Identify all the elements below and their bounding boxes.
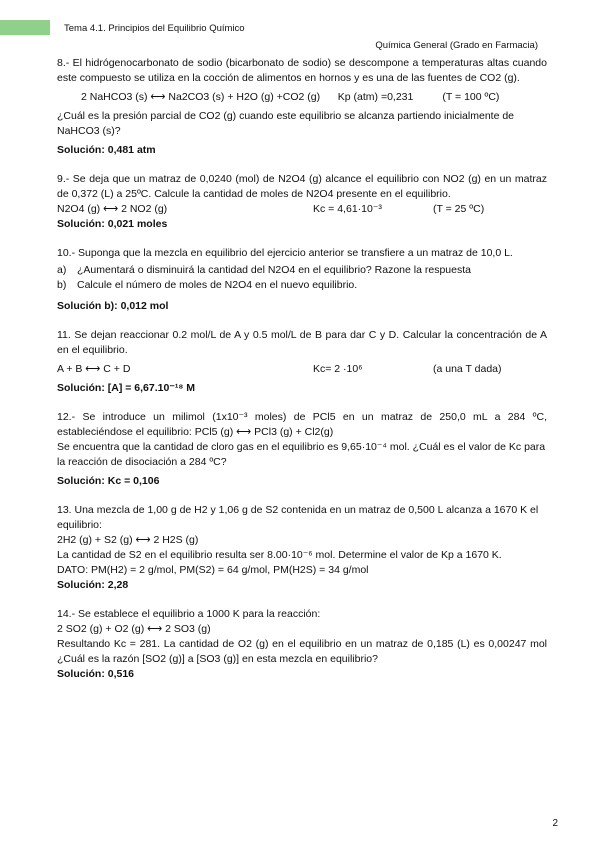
equation: N2O4 (g) ⟷ 2 NO2 (g) — [57, 203, 168, 215]
temperature: (T = 100 ºC) — [442, 91, 500, 103]
header-course: Química General (Grado en Farmacia) — [375, 40, 538, 51]
equation: 2 NaHCO3 (s) ⟷ Na2CO3 (s) + H2O (g) +CO2 (g) — [81, 91, 321, 103]
exercise-10 — [57, 246, 547, 314]
exercise-text: 11. Se dejan reaccionar 0.2 mol/L de A y 0.5 mol/L de B para dar C y D. Calcular la concentración de A en el equilibrio. — [57, 329, 547, 356]
exercise-question: Se encuentra que la cantidad de cloro gas en el equilibrio es 9,65·10⁻⁴ mol. ¿Cuál es el valor de Kc para la reacción de disociación a 284 ºC? — [57, 441, 546, 468]
equation: A + B ⟷ C + D — [57, 363, 131, 375]
exercise-text: 13. Una mezcla de 1,00 g de H2 y 1,06 g de S2 contenida en un matraz de 0,500 L alcanza a 1670 K el equilibrio: — [57, 504, 539, 531]
equation-row — [57, 90, 547, 105]
exercise-12 — [57, 410, 547, 489]
temperature: (T = 25 ºC) — [433, 203, 485, 215]
exercise-13 — [57, 503, 547, 593]
exercise-text: 10.- Suponga que la mezcla en equilibrio del ejercicio anterior se transfiere a un matraz de 10,0 L. — [57, 247, 513, 259]
exercise-9 — [57, 172, 547, 232]
exercise-8 — [57, 56, 547, 158]
page-number: 2 — [552, 818, 558, 829]
exercise-question: La cantidad de S2 en el equilibrio resulta ser 8.00·10⁻⁶ mol. Determine el valor de Kp a 1670 K. — [57, 549, 502, 561]
item-marker: b) — [57, 279, 67, 291]
solution: Solución: [A] = 6,67.10⁻¹⁸ M — [57, 382, 195, 394]
solution: Solución: 0,021 moles — [57, 218, 168, 230]
sub-item-a — [57, 263, 547, 278]
solution: Solución: 0,516 — [57, 668, 135, 680]
item-text: Calcule el número de moles de N2O4 en el nuevo equilibrio. — [77, 279, 358, 291]
solution: Solución: Kc = 0,106 — [57, 475, 160, 487]
sub-item-b — [57, 278, 547, 293]
exercise-text: 12.- Se introduce un milimol (1x10⁻³ moles) de PCl5 en un matraz de 250,0 mL a 284 ºC, estableciéndose el equilibrio: PCl5 (g) ⟷ PCl3 (g) + Cl2(g) — [57, 411, 547, 438]
constant: Kp (atm) =0,231 — [337, 91, 414, 103]
exercise-text: 14.- Se establece el equilibrio a 1000 K para la reacción: — [57, 608, 321, 620]
exercise-14 — [57, 607, 547, 682]
document-body — [57, 56, 547, 696]
exercise-question: ¿Cuál es la presión parcial de CO2 (g) cuando este equilibrio se alcanza partiendo inicialmente de NaHCO3 (s)? — [57, 110, 515, 137]
equation-row — [57, 362, 547, 377]
temperature: (a una T dada) — [433, 363, 502, 375]
constant: Kc = 4,61·10⁻³ — [313, 203, 382, 215]
exercise-text: 9.- Se deja que un matraz de 0,0240 (mol) de N2O4 (g) alcance el equilibrio con NO2 (g) en un matraz de 0,372 (L) a 25ºC. Calcule la cantidad de moles de N2O4 presente en el equilibrio. — [57, 173, 547, 200]
item-marker: a) — [57, 264, 67, 276]
equation: 2H2 (g) + S2 (g) ⟷ 2 H2S (g) — [57, 534, 199, 546]
header-title: Tema 4.1. Principios del Equilibrio Químico — [64, 23, 245, 34]
equation-row — [57, 202, 547, 217]
item-text: ¿Aumentará o disminuirá la cantidad del N2O4 en el equilibrio? Razone la respuesta — [77, 264, 471, 276]
solution: Solución: 0,481 atm — [57, 144, 156, 156]
sub-items — [57, 263, 547, 293]
exercise-question: Resultando Kc = 281. La cantidad de O2 (g) en el equilibrio en un matraz de 0,185 (L) es 0,00247 mol ¿Cuál es la razón [SO2 (g)] a [SO3 (g)] en esta mezcla en equilibrio? — [57, 638, 547, 665]
exercise-11 — [57, 328, 547, 396]
constant: Kc= 2 ·10⁶ — [313, 363, 363, 375]
exercise-text: 8.- El hidrógenocarbonato de sodio (bicarbonato de sodio) se descompone a temperaturas altas cuando este compuesto se utiliza en la cocción de alimentos en hornos y es una de las fuentes de CO2 (g). — [57, 57, 547, 84]
header-accent-bar — [0, 20, 50, 35]
data-note: DATO: PM(H2) = 2 g/mol, PM(S2) = 64 g/mol, PM(H2S) = 34 g/mol — [57, 564, 369, 576]
solution: Solución: 2,28 — [57, 579, 129, 591]
equation: 2 SO2 (g) + O2 (g) ⟷ 2 SO3 (g) — [57, 623, 211, 635]
solution: Solución b): 0,012 mol — [57, 300, 169, 312]
